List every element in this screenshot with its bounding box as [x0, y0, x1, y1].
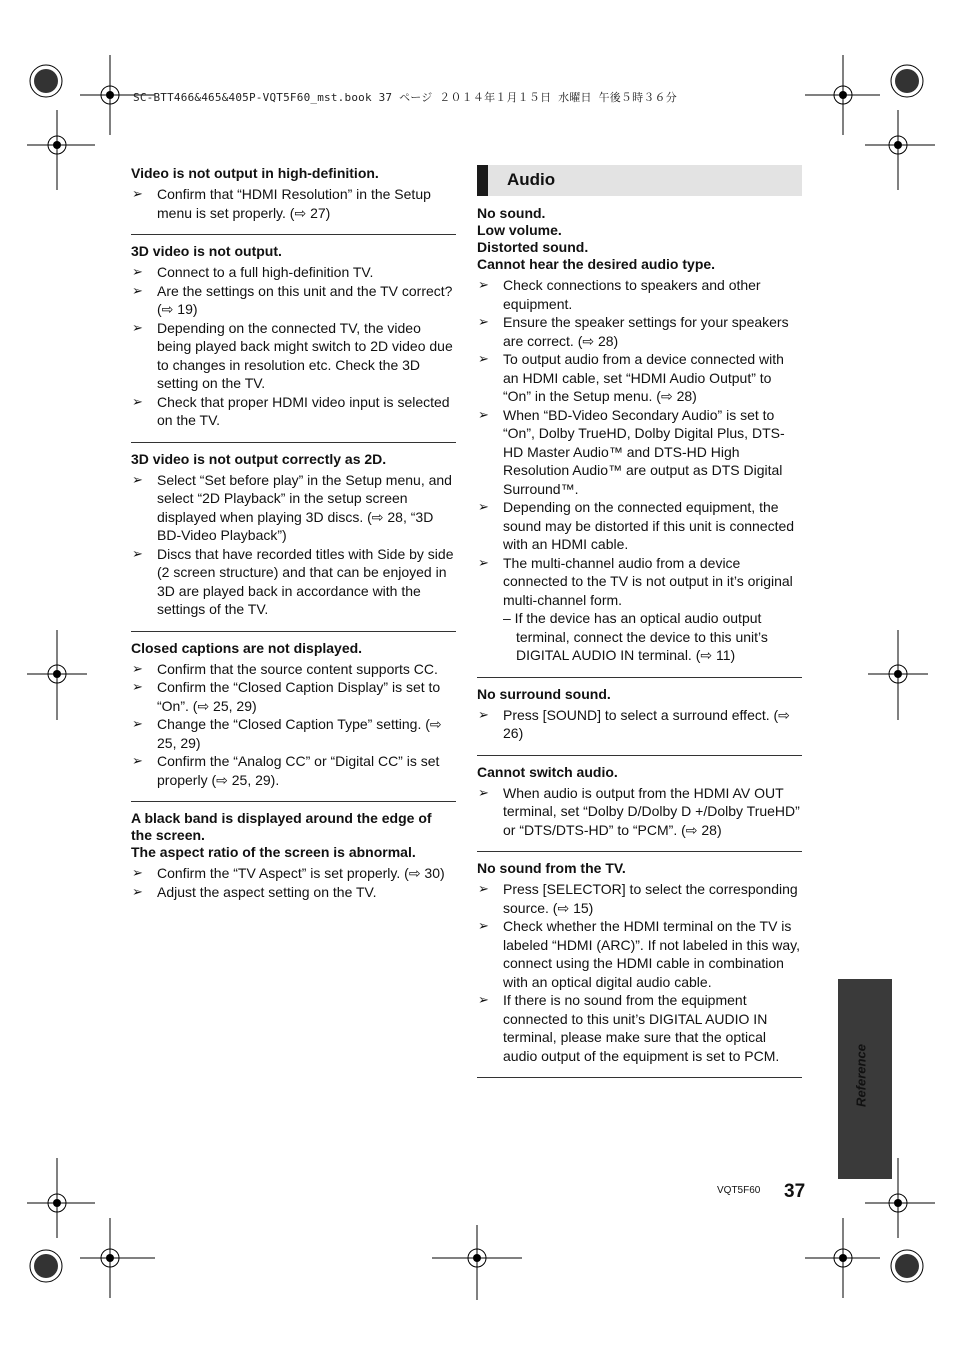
item-list	[477, 706, 802, 743]
list-item	[131, 319, 456, 393]
arrow-bullet-icon: ➢	[478, 351, 489, 366]
heading-bar	[477, 165, 488, 196]
item-text: Confirm that “HDMI Resolution” in the Setup menu is set properly. (⇨ 27)	[157, 186, 431, 221]
item-text: Depending on the connected equipment, the sound may be distorted if this unit is connected with an HDMI cable.	[503, 499, 795, 552]
footer-code: VQT5F60	[717, 1185, 761, 1196]
section-title: No sound from the TV.	[477, 860, 626, 876]
item-text: Change the “Closed Caption Type” setting. (⇨ 25, 29)	[157, 716, 442, 751]
item-text: Check connections to speakers and other equipment.	[503, 277, 761, 312]
item-text: Select “Set before play” in the Setup menu, and select “2D Playback” in the setup screen displayed when playing 3D discs. (⇨ 28, “3D BD-Video Playback”)	[157, 471, 452, 543]
arrow-bullet-icon: ➢	[478, 499, 489, 514]
item-list	[131, 263, 456, 430]
heading-text: Audio	[507, 170, 556, 189]
arrow-bullet-icon: ➢	[132, 865, 143, 880]
side-tab-label: Reference	[853, 1044, 869, 1107]
arrow-bullet-icon: ➢	[132, 545, 143, 561]
arrow-bullet-icon: ➢	[132, 282, 143, 298]
item-text: Check that proper HDMI video input is selected on the TV.	[157, 393, 450, 428]
troubleshoot-section	[477, 764, 802, 853]
list-item	[131, 393, 456, 430]
troubleshoot-section	[477, 686, 802, 756]
arrow-bullet-icon: ➢	[132, 471, 143, 487]
list-item	[477, 991, 802, 1065]
troubleshoot-section	[477, 205, 802, 678]
item-text: If there is no sound from the equipment connected to this unit’s DIGITAL AUDIO IN terminal, please make sure that the optical audio output of the equipment is set to PCM.	[503, 992, 780, 1064]
section-title: Video is not output in high-definition.	[131, 165, 379, 181]
list-item	[131, 678, 456, 715]
troubleshoot-section	[131, 451, 456, 632]
item-text: Ensure the speaker settings for your speakers are correct. (⇨ 28)	[503, 314, 789, 349]
section-title: No sound. Low volume. Distorted sound. Cannot hear the desired audio type.	[477, 205, 716, 272]
arrow-bullet-icon: ➢	[478, 314, 489, 329]
list-item	[131, 263, 456, 282]
item-text: Depending on the connected TV, the video being played back might switch to 2D video due to changes in resolution etc. Check the 3D setting on the TV.	[157, 319, 453, 391]
troubleshoot-section	[131, 243, 456, 443]
list-item	[477, 554, 802, 610]
troubleshoot-section	[131, 165, 456, 235]
arrow-bullet-icon: ➢	[132, 753, 143, 768]
print-header: SC-BTT466&465&405P-VQT5F60_mst.book 37 ページ ２０１４年１月１５日 水曜日 午後５時３６分	[133, 91, 677, 104]
arrow-bullet-icon: ➢	[132, 393, 143, 409]
arrow-bullet-icon: ➢	[132, 883, 143, 899]
item-text: The multi-channel audio from a device connected to the TV is not output in it’s original multi-channel form.	[503, 554, 793, 608]
list-item	[131, 545, 456, 619]
arrow-bullet-icon: ➢	[478, 881, 489, 896]
list-item	[131, 471, 456, 545]
list-item	[477, 917, 802, 991]
crop-mark-top-right-icon	[795, 55, 945, 205]
section-title: Closed captions are not displayed.	[131, 639, 363, 656]
item-list	[477, 880, 802, 1065]
list-item	[477, 880, 802, 917]
item-text: Check whether the HDMI terminal on the TV is labeled “HDMI (ARC)”. If not labeled in this way, connect using the HDMI cable in combination with an optical digital audio cable.	[503, 918, 800, 990]
sub-note: – If the device has an optical audio output terminal, connect the device to this unit’s DIGITAL AUDIO IN terminal. (⇨ 11)	[503, 610, 768, 663]
item-text: Discs that have recorded titles with Side by side (2 screen structure) and that can be enjoyed in 3D are played back in accordance with the settings of the TV.	[157, 545, 454, 617]
section-title: 3D video is not output.	[131, 243, 282, 259]
list-item	[131, 864, 456, 883]
arrow-bullet-icon: ➢	[132, 186, 143, 201]
item-text: Confirm the “Analog CC” or “Digital CC” is set properly (⇨ 25, 29).	[157, 753, 440, 788]
item-text: Press [SOUND] to select a surround effect. (⇨ 26)	[503, 706, 790, 741]
arrow-bullet-icon: ➢	[132, 319, 143, 335]
item-text: Are the settings on this unit and the TV correct? (⇨ 19)	[157, 282, 453, 317]
list-item	[131, 883, 456, 902]
arrow-bullet-icon: ➢	[132, 660, 143, 676]
list-item	[477, 313, 802, 350]
item-text: Connect to a full high-definition TV.	[157, 264, 374, 280]
arrow-bullet-icon: ➢	[132, 264, 143, 279]
item-text: Adjust the aspect setting on the TV.	[157, 883, 377, 900]
list-item	[477, 276, 802, 313]
list-item	[477, 784, 802, 840]
item-text: When audio is output from the HDMI AV OUT terminal, set “Dolby D/Dolby D +/Dolby TrueHD” or “DTS/DTS-HD” to “PCM”. (⇨ 28)	[503, 784, 800, 838]
arrow-bullet-icon: ➢	[132, 716, 143, 731]
crop-mark-mid-right-icon	[868, 630, 938, 720]
item-text: To output audio from a device connected with an HDMI cable, set “HDMI Audio Output” to “On” in the Setup menu. (⇨ 28)	[503, 351, 784, 404]
list-item	[477, 406, 802, 499]
item-list	[131, 185, 456, 222]
arrow-bullet-icon: ➢	[478, 992, 489, 1007]
arrow-bullet-icon: ➢	[478, 554, 489, 570]
list-item	[131, 185, 456, 222]
troubleshoot-section	[477, 860, 802, 1078]
list-item	[477, 706, 802, 743]
list-item	[131, 715, 456, 752]
section-title: No surround sound.	[477, 685, 611, 702]
list-item	[477, 498, 802, 554]
section-heading-audio	[477, 165, 802, 196]
item-list	[477, 276, 802, 609]
arrow-bullet-icon: ➢	[478, 706, 489, 722]
crop-mark-bottom-center-icon	[432, 1225, 522, 1300]
list-item	[131, 282, 456, 319]
item-text: Confirm the “TV Aspect” is set properly. (⇨ 30)	[157, 865, 445, 881]
page-number: 37	[784, 1181, 806, 1202]
item-text: When “BD-Video Secondary Audio” is set to “On”, Dolby TrueHD, Dolby Digital Plus, DTS-HD Master Audio™ and DTS-HD High Resolution Audio™ are output as DTS Digital Surround™.	[503, 406, 785, 497]
section-title: A black band is displayed around the edge of the screen. The aspect ratio of the screen is abnormal.	[131, 810, 432, 860]
list-item	[131, 660, 456, 679]
section-title: Cannot switch audio.	[477, 763, 618, 780]
arrow-bullet-icon: ➢	[478, 918, 489, 933]
troubleshoot-section	[131, 640, 456, 803]
list-item	[477, 350, 802, 406]
item-list	[131, 864, 456, 901]
item-text: Confirm that the source content supports CC.	[157, 660, 438, 677]
arrow-bullet-icon: ➢	[132, 679, 143, 694]
item-text: Confirm the “Closed Caption Display” is set to “On”. (⇨ 25, 29)	[157, 679, 441, 714]
crop-mark-mid-left-icon	[27, 630, 97, 720]
item-list	[131, 660, 456, 790]
arrow-bullet-icon: ➢	[478, 406, 489, 422]
crop-mark-bottom-right-icon	[795, 1158, 945, 1298]
right-column	[477, 165, 802, 1086]
arrow-bullet-icon: ➢	[478, 277, 489, 292]
section-title: 3D video is not output correctly as 2D.	[131, 450, 387, 467]
audio-sections	[477, 205, 802, 1078]
arrow-bullet-icon: ➢	[478, 784, 489, 800]
item-text: Press [SELECTOR] to select the corresponding source. (⇨ 15)	[503, 881, 798, 916]
item-list	[477, 784, 802, 840]
troubleshoot-section	[131, 810, 456, 913]
item-list	[131, 471, 456, 619]
crop-mark-bottom-left-icon	[20, 1158, 170, 1298]
left-column	[131, 165, 456, 921]
list-item	[131, 752, 456, 789]
